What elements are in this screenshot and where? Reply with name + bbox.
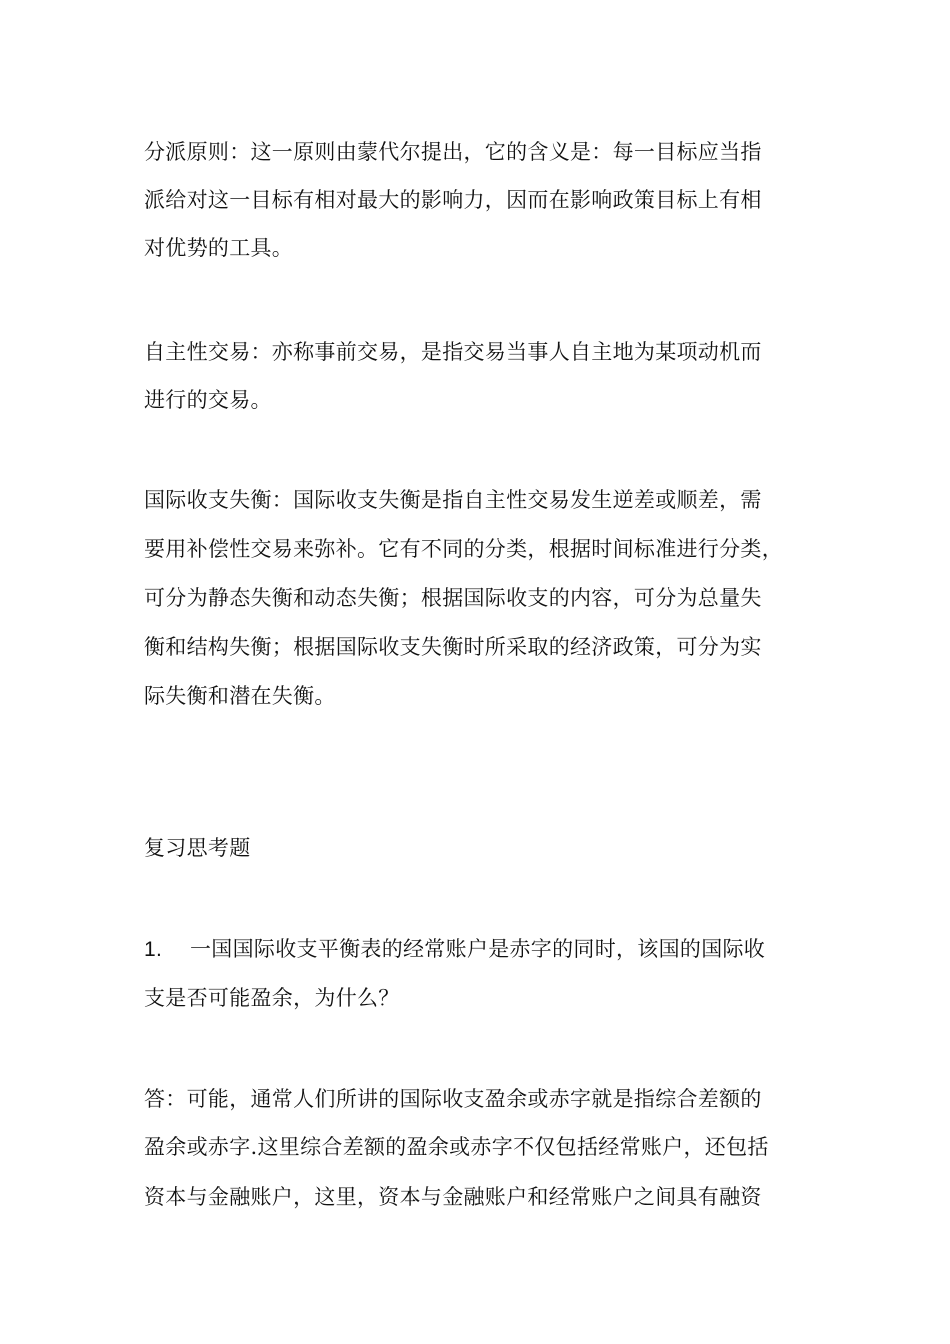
p3-line1: 国际收支失衡：国际收支失衡是指自主性交易发生逆差或顺差，需 <box>144 488 762 512</box>
p3-line4: 衡和结构失衡；根据国际收支失衡时所采取的经济政策，可分为实 <box>144 635 762 659</box>
answer-line3: 资本与金融账户，这里，资本与金融账户和经常账户之间具有融资 <box>144 1185 762 1209</box>
answer-line2: 盈余或赤字.这里综合差额的盈余或赤字不仅包括经常账户，还包括 <box>144 1135 769 1159</box>
question-1-line1 <box>144 935 844 964</box>
answer-line1: 答：可能，通常人们所讲的国际收支盈余或赤字就是指综合差额的 <box>144 1087 762 1111</box>
p2-line1: 自主性交易：亦称事前交易，是指交易当事人自主地为某项动机而 <box>144 340 762 364</box>
p3-line5: 际失衡和潜在失衡。 <box>144 684 336 708</box>
p1-line1: 分派原则：这一原则由蒙代尔提出，它的含义是：每一目标应当指 <box>144 140 762 164</box>
section-heading: 复习思考题 <box>144 836 251 860</box>
p3-line2: 要用补偿性交易来弥补。它有不同的分类，根据时间标准进行分类， <box>144 537 783 561</box>
question-number: 1. <box>144 938 163 961</box>
question-1-text: 一国国际收支平衡表的经常账户是赤字的同时，该国的国际收 <box>190 937 766 961</box>
question-1-line2: 支是否可能盈余，为什么？ <box>144 986 400 1010</box>
p2-line2: 进行的交易。 <box>144 388 272 412</box>
p3-line3: 可分为静态失衡和动态失衡；根据国际收支的内容，可分为总量失 <box>144 586 762 610</box>
p1-line2: 派给对这一目标有相对最大的影响力，因而在影响政策目标上有相 <box>144 188 762 212</box>
p1-line3: 对优势的工具。 <box>144 236 294 260</box>
